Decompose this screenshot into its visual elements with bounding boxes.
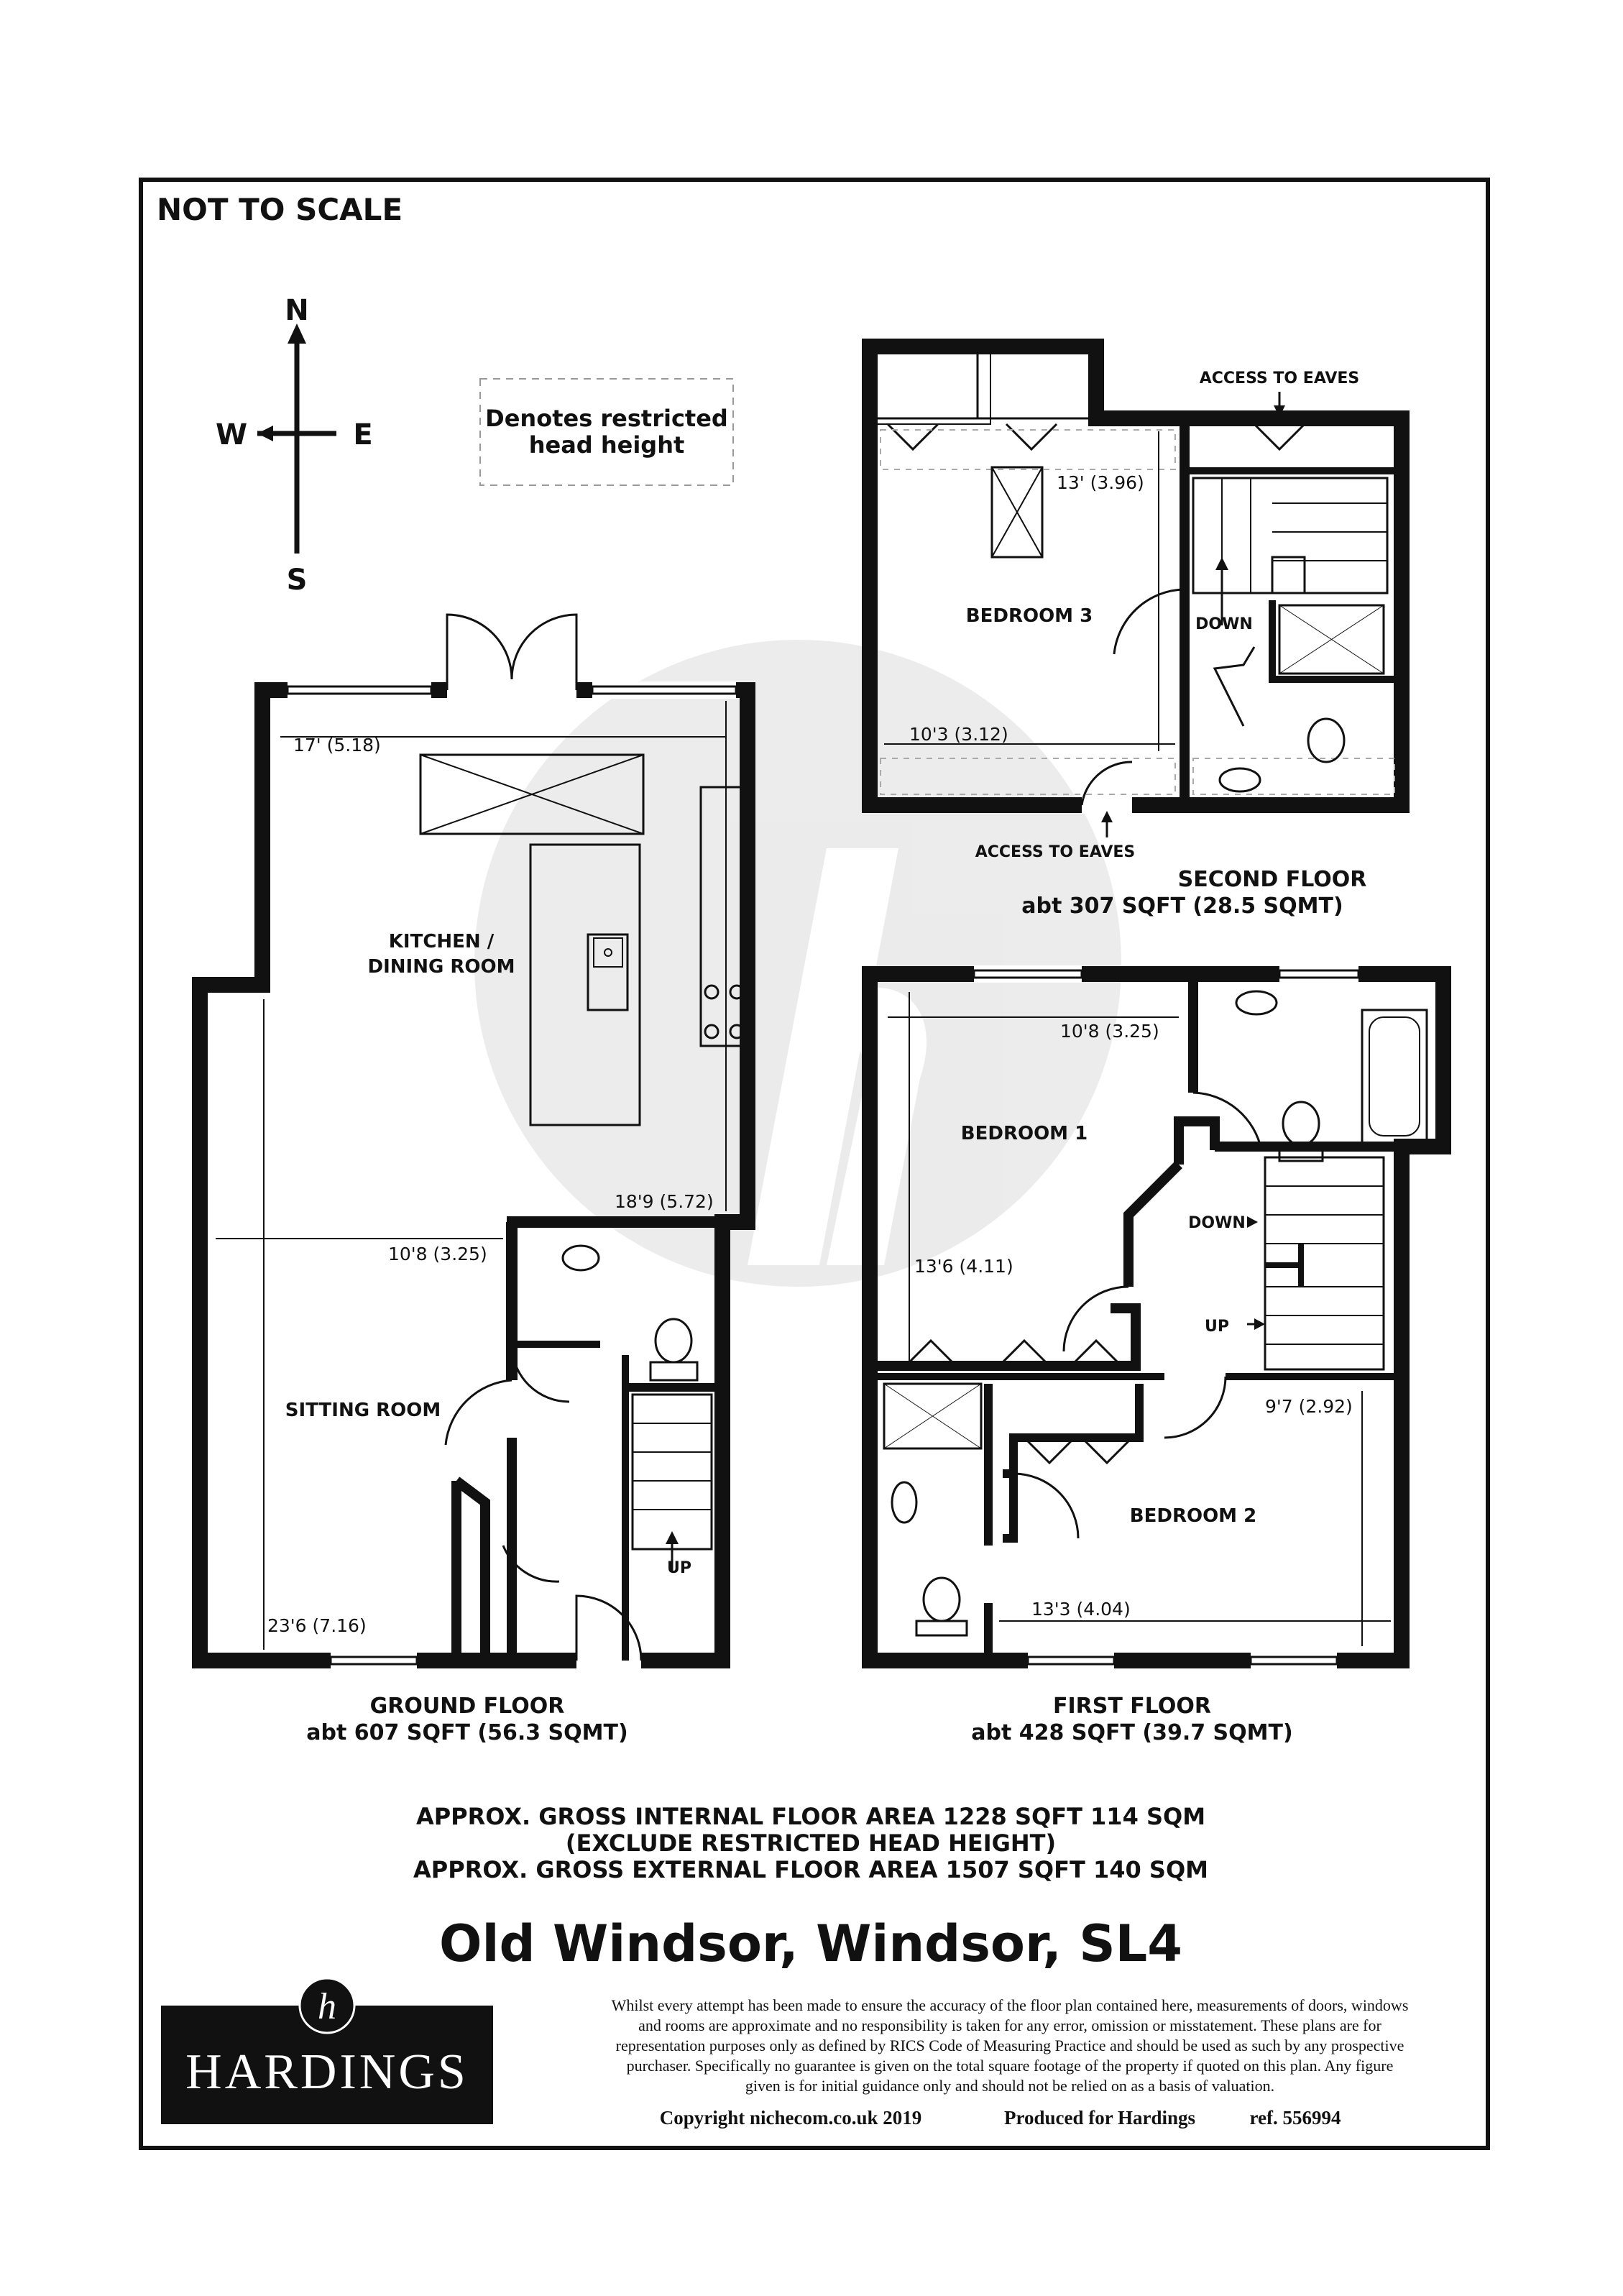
- kitchen-label-2: DINING ROOM: [367, 956, 515, 978]
- bedroom-3-width-dim: 10'3 (3.12): [909, 724, 1008, 745]
- compass-icon: [257, 323, 336, 554]
- bedroom-2-label: BEDROOM 2: [1129, 1505, 1257, 1527]
- bedroom-3-length-dim: 13' (3.96): [1057, 472, 1144, 493]
- kitchen-width-dim: 17' (5.18): [293, 735, 381, 756]
- second-floor-area: abt 307 SQFT (28.5 SQMT): [1021, 894, 1343, 919]
- sitting-room-label: SITTING ROOM: [285, 1400, 441, 1421]
- compass-west: W: [215, 418, 248, 451]
- disclaimer-line-4: purchaser. Specifically no guarantee is given on the total square footage of the property if quoted on this plan. Any figure: [626, 2057, 1394, 2075]
- second-floor-down-label: DOWN: [1195, 615, 1253, 633]
- compass-north: N: [285, 294, 309, 327]
- disclaimer-line-1: Whilst every attempt has been made to ensure the accuracy of the floor plan contained here, measurements of doors, windows: [611, 1996, 1409, 2014]
- reference-number: ref. 556994: [1249, 2107, 1341, 2129]
- first-floor-title: FIRST FLOOR: [1053, 1694, 1211, 1719]
- hardings-monogram: h: [318, 1986, 336, 2027]
- produced-for-credit: Produced for Hardings: [1003, 2107, 1196, 2129]
- eaves-access-bottom: ACCESS TO EAVES: [975, 843, 1136, 861]
- restricted-height-note: (EXCLUDE RESTRICTED HEAD HEIGHT): [565, 1829, 1057, 1857]
- compass-east: E: [353, 418, 373, 451]
- copyright-credit: Copyright nichecom.co.uk 2019: [659, 2107, 922, 2129]
- first-floor-area: abt 428 SQFT (39.7 SQMT): [971, 1720, 1293, 1745]
- legend-line-1: Denotes restricted: [485, 405, 728, 432]
- first-floor-up-label: UP: [1205, 1318, 1229, 1336]
- not-to-scale-label: NOT TO SCALE: [157, 192, 403, 227]
- kitchen-label-1: KITCHEN /: [388, 931, 495, 952]
- first-floor-down-label: DOWN: [1188, 1214, 1246, 1232]
- property-address: Old Windsor, Windsor, SL4: [439, 1914, 1182, 1973]
- kitchen-length-dim: 18'9 (5.72): [615, 1191, 714, 1212]
- bedroom-1-width-dim: 10'8 (3.25): [1060, 1021, 1159, 1042]
- ground-floor-area: abt 607 SQFT (56.3 SQMT): [306, 1720, 628, 1745]
- eaves-access-top: ACCESS TO EAVES: [1199, 369, 1360, 387]
- gross-external-area: APPROX. GROSS EXTERNAL FLOOR AREA 1507 SQFT 140 SQM: [413, 1856, 1208, 1883]
- disclaimer-line-3: representation purposes only as defined by RICS Code of Measuring Practice and should be used as such by any prospective: [615, 2036, 1404, 2054]
- gross-internal-area: APPROX. GROSS INTERNAL FLOOR AREA 1228 SQFT 114 SQM: [415, 1803, 1206, 1830]
- sitting-width-dim: 10'8 (3.25): [388, 1244, 487, 1264]
- second-floor-title: SECOND FLOOR: [1177, 867, 1367, 892]
- bedroom-2-length-dim: 9'7 (2.92): [1265, 1396, 1353, 1417]
- hardings-logo: [161, 1978, 493, 2124]
- compass-south: S: [286, 564, 308, 597]
- bedroom-2-width-dim: 13'3 (4.04): [1031, 1599, 1131, 1620]
- ground-stairs-up-label: UP: [667, 1559, 691, 1577]
- bedroom-3-label: BEDROOM 3: [965, 605, 1093, 627]
- hardings-wordmark: HARDINGS: [185, 2044, 469, 2100]
- disclaimer-line-2: and rooms are approximate and no responsibility is taken for any error, omission or misstatement. These plans are for: [638, 2016, 1381, 2034]
- legend-line-2: head height: [528, 431, 685, 459]
- sitting-length-dim: 23'6 (7.16): [267, 1615, 367, 1636]
- bedroom-1-label: BEDROOM 1: [960, 1123, 1088, 1144]
- ground-floor-title: GROUND FLOOR: [369, 1694, 565, 1719]
- disclaimer-line-5: given is for initial guidance only and should not be relied on as a basis of valuation.: [745, 2077, 1275, 2095]
- bedroom-1-length-dim: 13'6 (4.11): [914, 1256, 1013, 1277]
